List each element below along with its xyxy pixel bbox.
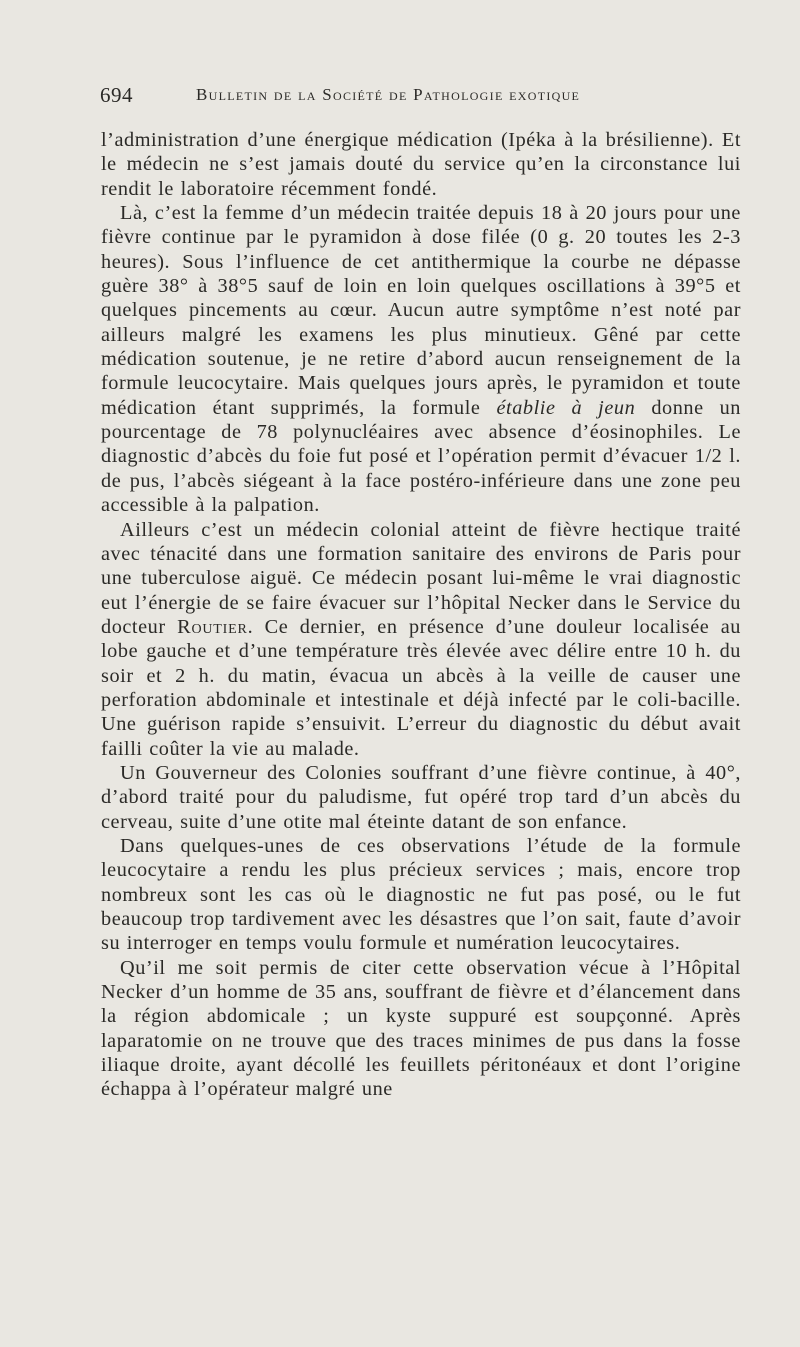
paragraph-governor: Un Gouverneur des Colonies souffrant d’une fièvre continue, à 40°, d’abord traité pour du paludisme, fut opéré trop tard d’un abcès du cerveau, suite d’une otite mal éteinte datant de son enfance. (101, 761, 741, 833)
paragraph-colonial-doctor (101, 518, 741, 761)
text-run: . Ce dernier, en présence d’une douleur localisée au lobe gauche et d’une température très élevée avec délire entre 10 h. du soir et 2 h. du matin, évacua un abcès à la veille de causer une perforation abdominale et intestinale et déjà infecté par le coli-bacille. Une guérison rapide s’ensuivit. L’erreur du diagnostic du début avait failli coûter la vie au malade. (101, 615, 742, 760)
author-name: Routier (177, 615, 248, 638)
paragraph-continued: l’administration d’une énergique médication (Ipéka à la brésilienne). Et le médecin ne s’est jamais douté du service qu’en la circonstance lui rendit le laboratoire récemment fondé. (101, 129, 741, 200)
paragraph-liver-abscess (101, 201, 741, 517)
text-run: Ailleurs c’est un médecin colonial atteint de fièvre hectique traité avec ténacité dans une formation sanitaire des environs de Paris pour une tuberculose aiguë. Ce médecin posant lui-même le vrai diagnostic eut l’énergie de se faire évacuer sur l’hôpital Necker dans le Service du docteur (101, 518, 741, 638)
page-header (100, 83, 740, 113)
italic-phrase: établie à jeun (496, 396, 636, 419)
page-number: 694 (100, 83, 133, 107)
text-run: Là, c’est la femme d’un médecin traitée depuis 18 à 20 jours pour une fièvre continue par le pyramidon à dose filée (0 g. 20 toutes les 2-3 heures). Sous l’influence de cet antithermique la courbe ne dépasse guère 38° à 38°5 sauf de loin en loin quelques oscillations à 39°5 et quelques pincements au cœur. Aucun autre symptôme n’est noté par ailleurs malgré les examens les plus minutieux. Gêné par cette médication soutenue, je ne retire d’abord aucun renseignement de la formule leucocytaire. Mais quelques jours après, le pyramidon et toute médication étant supprimés, la formule (101, 202, 741, 419)
body-text (101, 128, 741, 1102)
text-run: donne un pourcentage de 78 polynucléaires avec absence d’éosinophiles. Le diagnostic d’abcès du foie fut posé et l’opération permit d’évacuer 1/2 l. de pus, l’abcès siégeant à la face postéro-inférieure dans une zone peu accessible à la palpation. (101, 396, 741, 517)
running-head: Bulletin de la Société de Pathologie exotique (196, 85, 581, 104)
paragraph-necker-observation: Qu’il me soit permis de citer cette observation vécue à l’Hôpital Necker d’un homme de 35 ans, souffrant de fièvre et d’élancement dans la région abdomicale ; un kyste suppuré est soupçonné. Après laparatomie on ne trouve que des traces minimes de pus dans la fosse iliaque droite, ayant décollé les feuillets péritonéaux et dont l’origine échappa à l’opérateur malgré une (101, 956, 741, 1101)
paragraph-leucocyte-formula: Dans quelques-unes de ces observations l’étude de la formule leucocytaire a rendu les plus précieux services ; mais, encore trop nombreux sont les cas où le diagnostic ne fut pas posé, ou le fut beaucoup trop tardivement avec les désastres que l’on sait, faute d’avoir su interroger en temps voulu formule et numération leucocytaires. (101, 834, 741, 955)
